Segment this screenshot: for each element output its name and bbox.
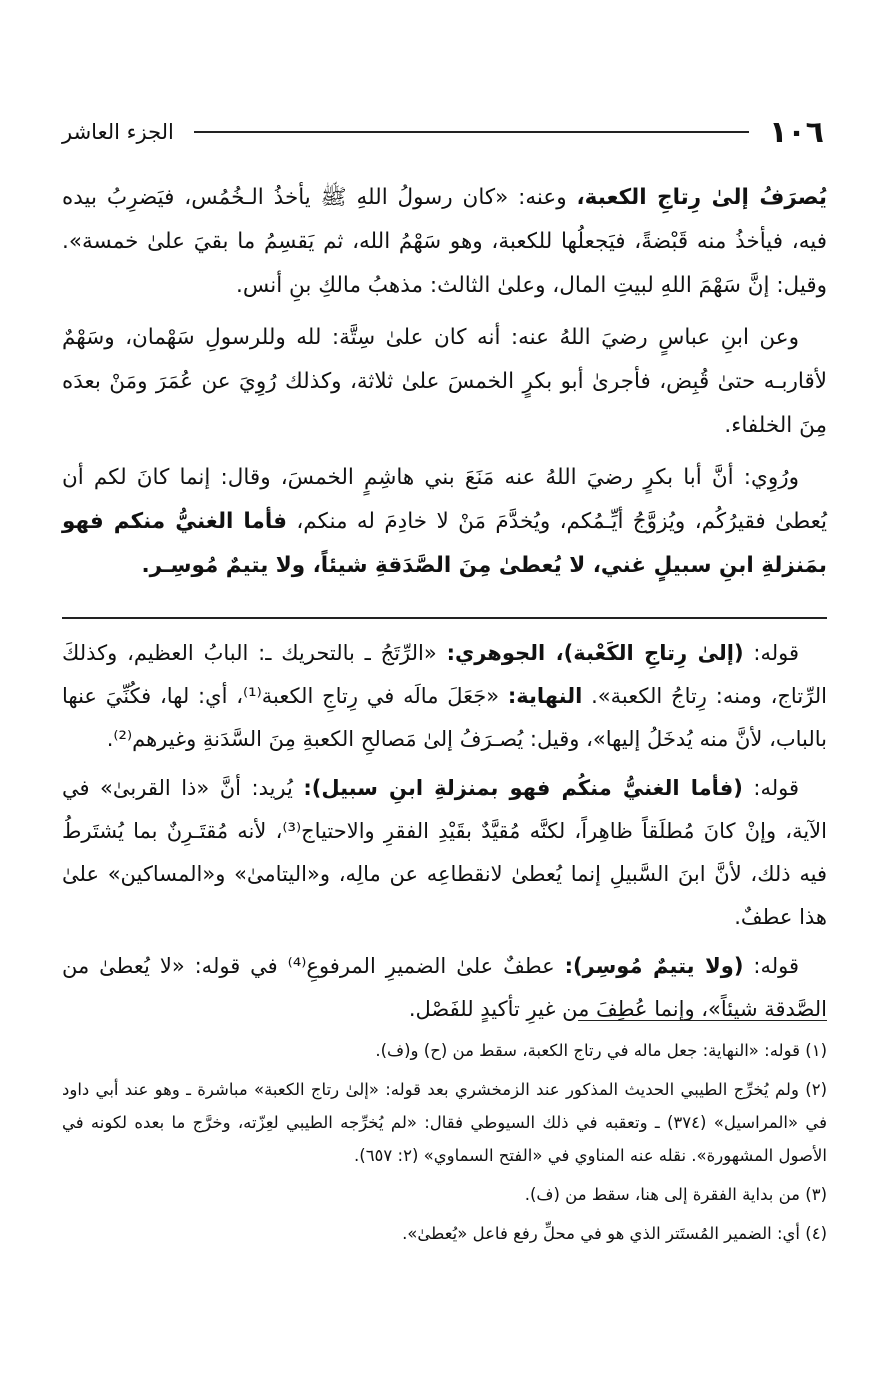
commentary-2-lead: قوله: bbox=[742, 776, 799, 800]
commentary-paragraph-3 bbox=[62, 945, 827, 1031]
commentary bbox=[62, 632, 827, 1037]
page-header bbox=[62, 112, 824, 152]
commentary-1-bold-2: النهاية: bbox=[507, 684, 583, 708]
commentary-1-text-1: «الرِّتَجُ ـ بالتحريك ـ: البابُ العظيم، وكذلكَ الرِّتاج، ومنه: رِتاجُ الكعبة». bbox=[62, 641, 827, 708]
main-text bbox=[62, 176, 827, 596]
footnote-2: (٢) ولم يُخرِّج الطيبي الحديث المذكور عند الزمخشري بعد قوله: «إلىٰ رتاج الكعبة» مباشرة ـ وهو عند أبي داود في «المراسيل» (٣٧٤) ـ وتعقبه في ذلك السيوطي فقال: «لم يُخرِّجه الطيبي لعِزّته، وخرَّج ما بعده لكونه في الأصول المشهورة». نقله عنه المناوي في «الفتح السماوي» (٢: ٦٥٧). bbox=[62, 1080, 827, 1165]
main-paragraph-3 bbox=[62, 456, 827, 588]
header-rule bbox=[194, 131, 749, 133]
footnote-4: (٤) أي: الضمير المُستَتر الذي هو في محلِّ رفع فاعل «يُعطىٰ». bbox=[402, 1224, 827, 1243]
main-p1-rest: وعنه: «كان رسولُ اللهِ ﷺ يأخذُ الـخُمُس، فيَضرِبُ بيده فيه، فيأخذُ منه قَبْضةً، فيَجعلُها للكعبة، وهو سَهْمُ الله، ثم يَقسِمُ ما بقيَ علىٰ خمسة». وقيل: إنَّ سَهْمَ اللهِ لبيتِ المال، وعلىٰ الثالث: مذهبُ مالكِ بنِ أنس. bbox=[62, 185, 827, 298]
commentary-paragraph-1 bbox=[62, 632, 827, 761]
footnote-3: (٣) من بداية الفقرة إلى هنا، سقط من (ف). bbox=[524, 1185, 827, 1204]
commentary-1-lead: قوله: bbox=[743, 641, 799, 665]
main-p3-bold: فأما الغنيُّ منكم فهو بمَنزلةِ ابنِ سبيلٍ غني، لا يُعطىٰ مِنَ الصَّدَقةِ شيئاً، ولا يتيمٌ مُوسِـر. bbox=[62, 509, 827, 578]
main-paragraph-2: وعن ابنِ عباسٍ رضيَ اللهُ عنه: أنه كان علىٰ سِتَّة: لله وللرسولِ سَهْمان، وسَهْمٌ لأقاربـه حتىٰ قُبِض، فأجرىٰ أبو بكرٍ الخمسَ علىٰ ثلاثة، وكذلك رُوِيَ عن عُمَرَ ومَنْ بعدَه مِنَ الخلفاء. bbox=[62, 325, 827, 438]
footnotes bbox=[62, 1034, 827, 1256]
footnote-1: (١) قوله: «النهاية: جعل ماله في رتاج الكعبة، سقط من (ح) و(ف). bbox=[375, 1041, 827, 1060]
commentary-paragraph-2 bbox=[62, 767, 827, 939]
page-number: ١٠٦ bbox=[769, 114, 824, 150]
commentary-1-text-2: «جَعَلَ مالَه في رِتاجِ الكعبة⁽¹⁾، أي: لها، فكُنِّيَ عنها بالباب، لأنَّ منه يُدخَلُ إليها»، وقيل: يُصـرَفُ إلىٰ مَصالحِ الكعبةِ مِنَ السَّدَنةِ وغيرهم⁽²⁾. bbox=[62, 684, 827, 751]
main-separator bbox=[62, 617, 827, 619]
commentary-2-bold: (فأما الغنيُّ منكُم فهو بمنزلةِ ابنِ سبيل): bbox=[303, 776, 743, 800]
commentary-3-lead: قوله: bbox=[743, 954, 799, 978]
main-paragraph-1 bbox=[62, 176, 827, 308]
commentary-2-text: يُريد: أنَّ «ذا القربىٰ» في الآية، وإنْ كانَ مُطلَقاً ظاهِراً، لكنَّه مُقيَّدٌ بقَيْدِ الفقرِ والاحتياج⁽³⁾، لأنه مُقتَـرِنٌ بما يُشتَرطُ فيه ذلك، لأنَّ ابنَ السَّبيلِ إنما يُعطىٰ لانقطاعِه عن مالِه، و«اليتامىٰ» و«المساكين» علىٰ هذا عطفٌ. bbox=[62, 776, 827, 929]
running-title: الجزء العاشر bbox=[62, 120, 174, 144]
main-p3-start: ورُوِي: أنَّ أبا بكرٍ رضيَ اللهُ عنه مَنَعَ بني هاشِمٍ الخمسَ، وقال: إنما كانَ لكم أن يُعطىٰ فقيرُكُم، ويُزوَّجُ أيِّـمُكم، ويُخدَّمَ مَنْ لا خادِمَ له منكم، bbox=[62, 465, 827, 534]
commentary-1-bold-1: (إلىٰ رِتاجِ الكَعْبة)، الجوهري: bbox=[446, 641, 744, 665]
commentary-3-bold: (ولا يتيمٌ مُوسِر): bbox=[564, 954, 744, 978]
footnote-separator bbox=[578, 1020, 827, 1021]
commentary-3-text: عطفٌ علىٰ الضميرِ المرفوعِ⁽⁴⁾ في قوله: «لا يُعطىٰ من الصَّدقة شيئاً»، وإنما عُطِفَ من غيرِ تأكيدٍ للفَصْل. bbox=[62, 954, 827, 1021]
main-p1-bold: يُصرَفُ إلىٰ رِتاجِ الكعبة، bbox=[576, 185, 827, 210]
